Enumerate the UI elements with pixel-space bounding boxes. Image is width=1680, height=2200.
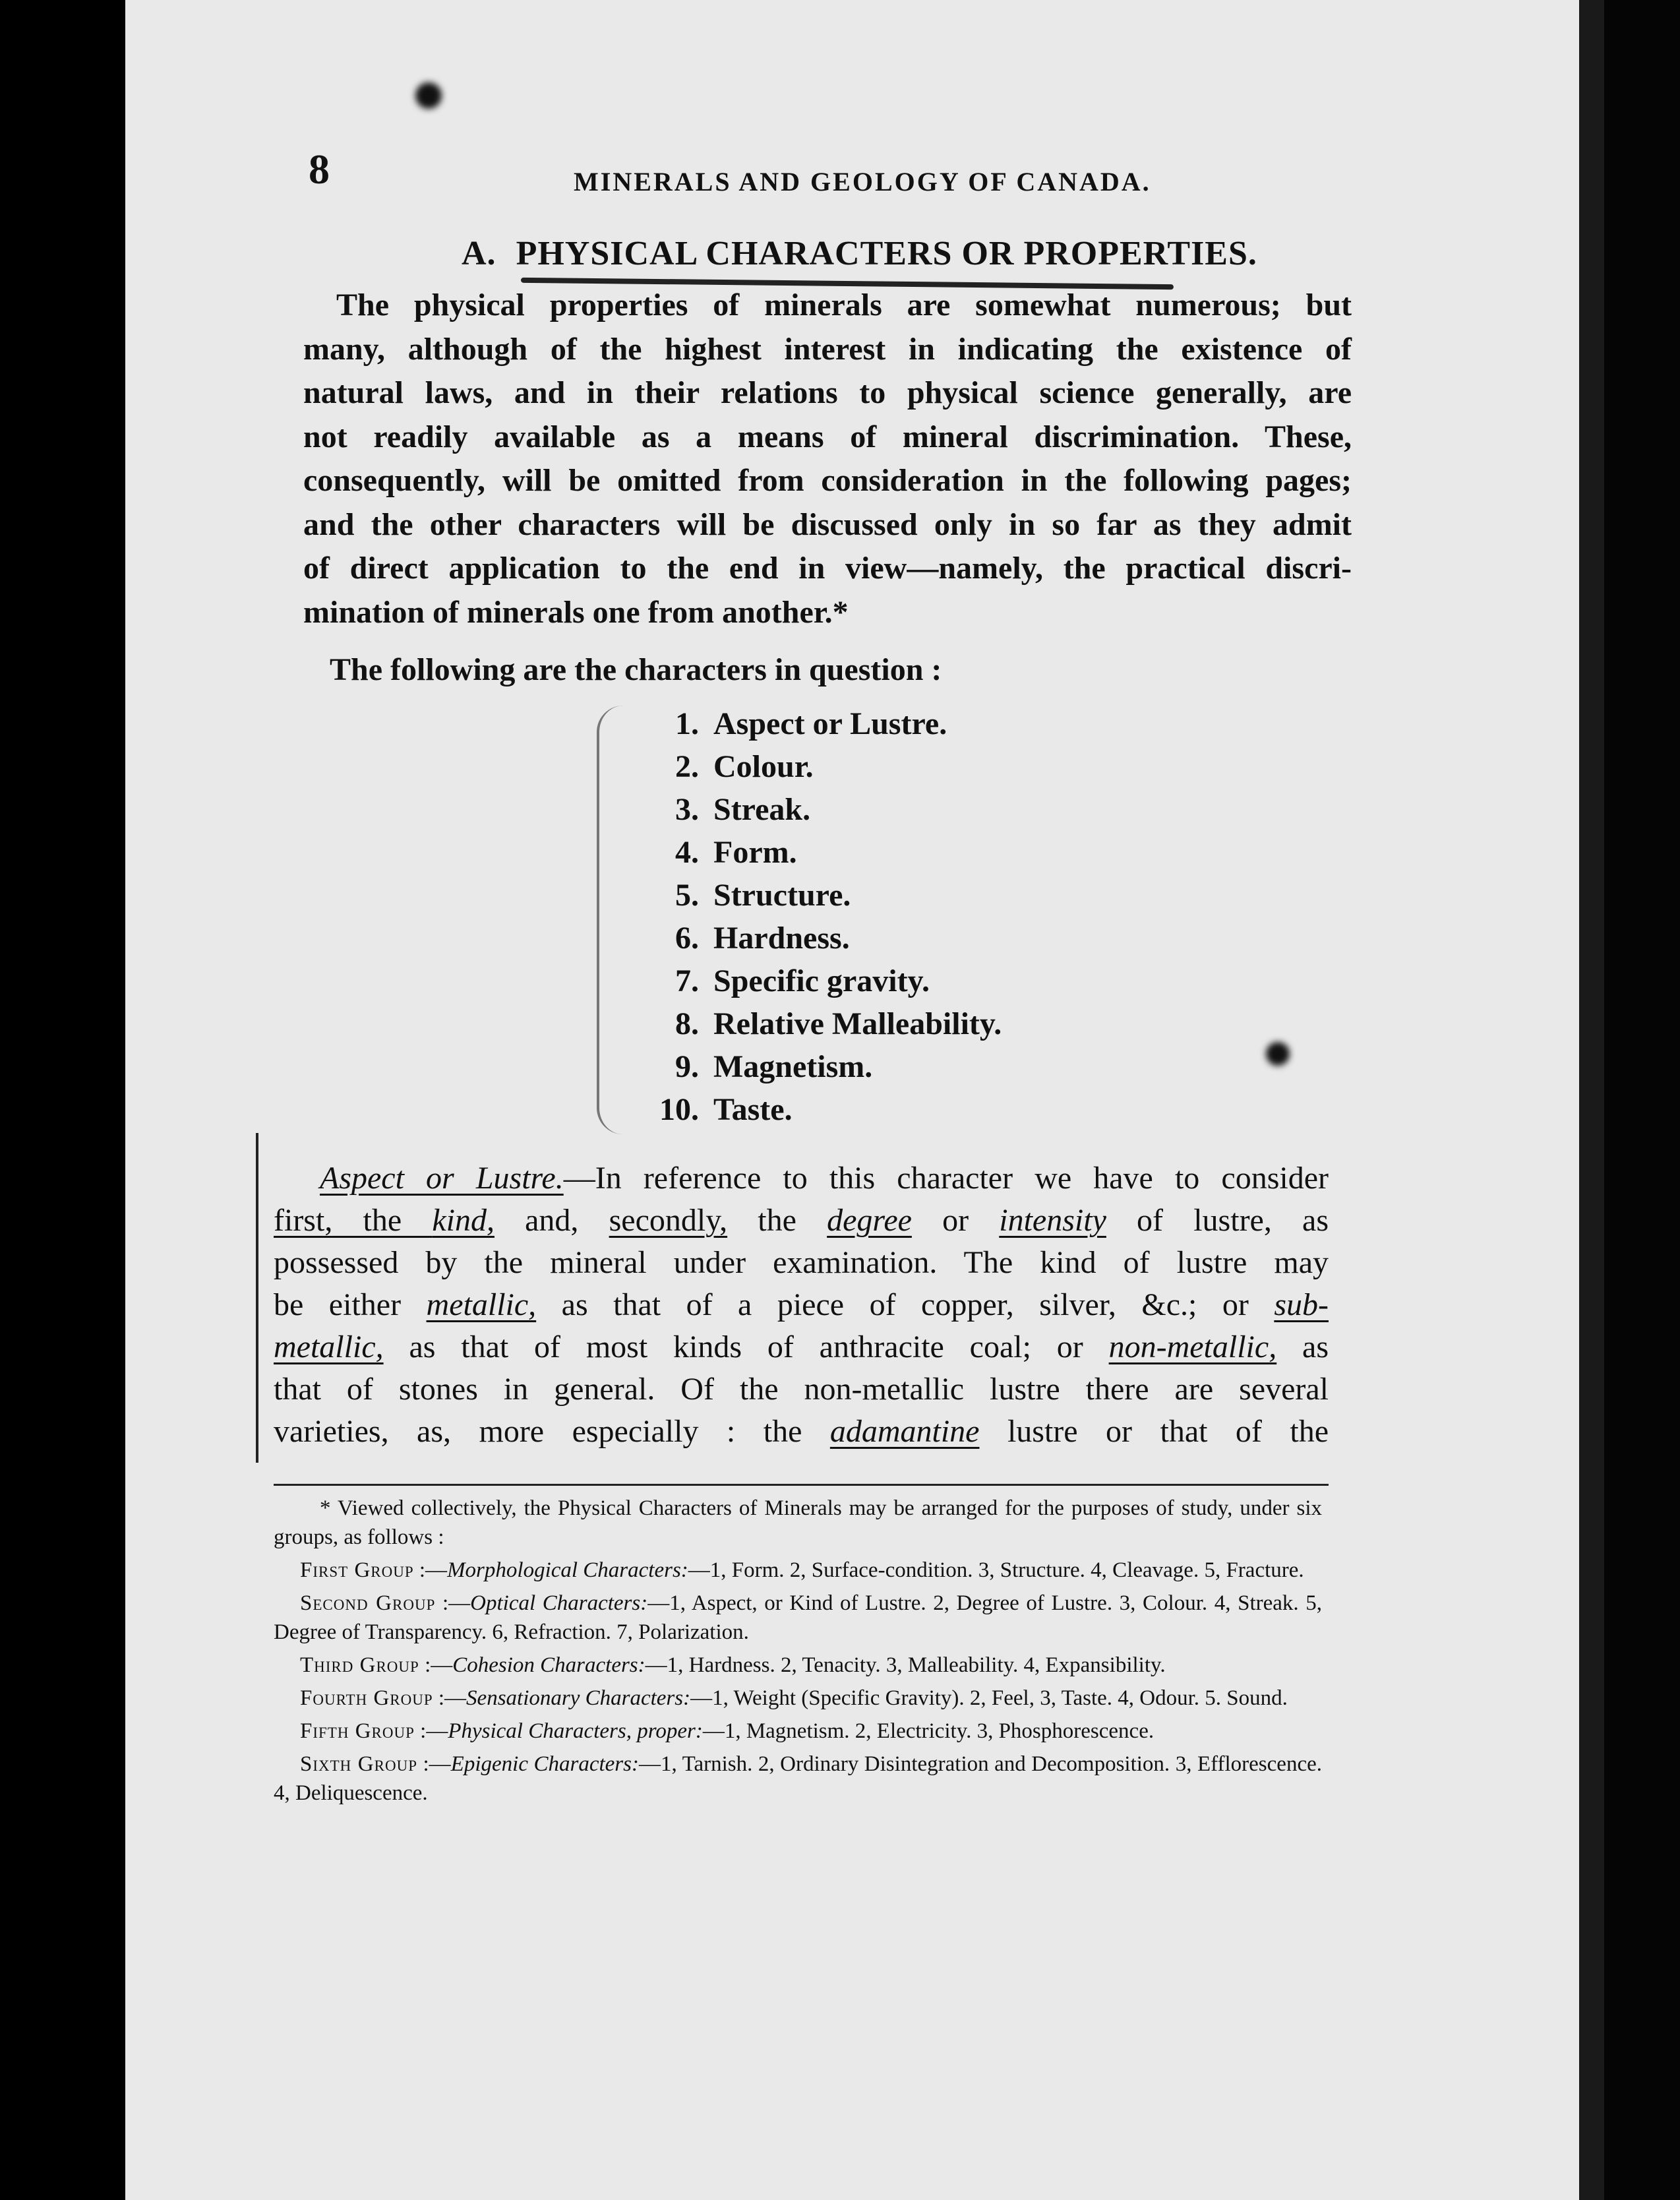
list-item-label: Colour. xyxy=(713,749,814,784)
term-kind: kind, xyxy=(432,1203,495,1238)
list-item-number: 8. xyxy=(675,1006,699,1041)
list-item xyxy=(633,745,1095,788)
ink-spot xyxy=(415,82,442,109)
group-kind: Sensationary Characters: xyxy=(466,1686,691,1710)
margin-line xyxy=(256,1133,258,1463)
group-name: Sixth Group xyxy=(300,1752,417,1776)
text-run: —In reference to this character we have to consider xyxy=(563,1161,1329,1196)
group-separator: :— xyxy=(417,1752,451,1776)
footnote-group xyxy=(274,1589,1322,1647)
list-item xyxy=(633,831,1095,874)
text-run: the xyxy=(727,1203,827,1238)
term-sub: sub- xyxy=(1274,1287,1329,1322)
text-line: not readily available as a means of mineral discrimination. These, xyxy=(303,419,1352,454)
list-item-number: 3. xyxy=(675,792,699,827)
intro-paragraph xyxy=(303,284,1352,634)
list-item-label: Hardness. xyxy=(713,921,850,956)
group-items: —1, Form. 2, Surface-condition. 3, Structure. 4, Cleavage. 5, Fracture. xyxy=(688,1558,1304,1582)
list-item xyxy=(633,702,1095,745)
group-name: Fifth Group xyxy=(300,1719,415,1743)
list-item-label: Relative Malleability. xyxy=(713,1006,1002,1041)
group-name: First Group xyxy=(300,1558,414,1582)
footnote-group xyxy=(274,1684,1322,1713)
text-line: that of stones in general. Of the non-metallic lustre there are several xyxy=(274,1372,1329,1407)
list-item-label: Magnetism. xyxy=(713,1049,873,1084)
footnote-group xyxy=(274,1750,1322,1808)
list-item xyxy=(633,960,1095,1002)
lustre-paragraph xyxy=(274,1157,1329,1453)
group-name: Second Group xyxy=(300,1591,436,1615)
text-line: and the other characters will be discussed only in so far as they admit xyxy=(303,506,1352,542)
list-item-label: Aspect or Lustre. xyxy=(713,706,947,741)
text-run: be either xyxy=(274,1287,427,1322)
group-items: —1, Aspect, or Kind of Lustre. 2, Degree of Lustre. 3, Colour. 4, Streak. 5, Degree of Transparency. 6, Refraction. 7, Polarization. xyxy=(274,1591,1322,1644)
list-item-number: 5. xyxy=(675,878,699,913)
footnote-group xyxy=(274,1651,1322,1680)
section-title: PHYSICAL CHARACTERS OR PROPERTIES. xyxy=(516,235,1257,272)
text-run: as that of a piece of copper, silver, &c.; or xyxy=(536,1287,1275,1322)
text-line xyxy=(274,1157,1329,1200)
list-item-label: Specific gravity. xyxy=(713,963,930,998)
text-run: of lustre, as xyxy=(1106,1203,1329,1238)
term-aspect: Aspect or Lustre. xyxy=(320,1161,564,1196)
list-item-label: Streak. xyxy=(713,792,811,827)
text-line xyxy=(274,1411,1329,1453)
list-item-number: 2. xyxy=(675,749,699,784)
text-line: many, although of the highest interest in indicating the existence of xyxy=(303,331,1352,367)
list-item-label: Structure. xyxy=(713,878,851,913)
term-adamantine: adamantine xyxy=(829,1414,980,1449)
term-nonmetallic: non-metallic, xyxy=(1108,1329,1277,1364)
term-secondly: secondly, xyxy=(609,1203,728,1238)
term-degree: degree xyxy=(827,1203,912,1238)
group-kind: Morphological Characters: xyxy=(447,1558,688,1582)
text-line xyxy=(274,1200,1329,1242)
group-name: Third Group xyxy=(300,1653,419,1677)
list-item-number: 4. xyxy=(675,835,699,870)
footnote-intro: * Viewed collectively, the Physical Characters of Minerals may be arranged for the purposes of study, under six groups, as follows : xyxy=(274,1496,1322,1549)
group-separator: :— xyxy=(435,1591,471,1615)
footnote-groups xyxy=(274,1556,1322,1808)
text-line: The physical properties of minerals are somewhat numerous; but xyxy=(336,288,1352,322)
list-item-number: 7. xyxy=(675,963,699,998)
footnote xyxy=(274,1494,1322,1812)
group-kind: Cohesion Characters: xyxy=(452,1653,645,1677)
list-item-label: Form. xyxy=(713,835,797,870)
group-items: —1, Hardness. 2, Tenacity. 3, Malleability. 4, Expansibility. xyxy=(645,1653,1166,1677)
group-separator: :— xyxy=(414,1719,448,1743)
term-submetallic: metallic, xyxy=(274,1329,384,1364)
text-line: possessed by the mineral under examination. The kind of lustre may xyxy=(274,1245,1329,1280)
footnote-group xyxy=(274,1556,1322,1585)
list-item xyxy=(633,788,1095,831)
group-items: —1, Weight (Specific Gravity). 2, Feel, 3, Taste. 4, Odour. 5. Sound. xyxy=(690,1686,1288,1710)
section-letter: A. xyxy=(462,235,496,272)
list-item-number: 1. xyxy=(675,706,699,741)
text-run: and, xyxy=(494,1203,609,1238)
group-kind: Optical Characters: xyxy=(470,1591,648,1615)
group-separator: :— xyxy=(433,1686,467,1710)
list-item-number: 6. xyxy=(675,921,699,956)
list-item xyxy=(633,1002,1095,1045)
term-intensity: intensity xyxy=(999,1203,1106,1238)
term-metallic: metallic, xyxy=(426,1287,537,1322)
ink-spot xyxy=(1266,1042,1290,1066)
term-first: first, the xyxy=(274,1203,433,1238)
list-item xyxy=(633,1045,1095,1088)
list-item-number: 10. xyxy=(659,1092,699,1127)
text-line: mination of minerals one from another.* xyxy=(303,594,849,630)
list-item-label: Taste. xyxy=(713,1092,793,1127)
running-title: MINERALS AND GEOLOGY OF CANADA. xyxy=(574,167,1151,197)
list-item-number: 9. xyxy=(675,1049,699,1084)
text-run: varieties, as, more especially : the xyxy=(274,1414,830,1449)
footnote-group xyxy=(274,1717,1322,1746)
list-item xyxy=(633,917,1095,960)
text-run: as xyxy=(1276,1329,1329,1364)
text-line: consequently, will be omitted from consideration in the following pages; xyxy=(303,463,1352,498)
book-gutter xyxy=(1579,0,1604,2200)
page-number: 8 xyxy=(309,146,330,193)
text-run: as that of most kinds of anthracite coal; or xyxy=(383,1329,1109,1364)
section-heading xyxy=(462,234,1257,273)
handwritten-bracket xyxy=(597,706,626,1134)
running-header xyxy=(0,145,1680,198)
characters-list xyxy=(633,702,1095,1131)
text-line: natural laws, and in their relations to physical science generally, are xyxy=(303,375,1352,410)
list-intro: The following are the characters in question : xyxy=(330,652,942,687)
group-kind: Epigenic Characters: xyxy=(450,1752,639,1776)
group-items: —1, Tarnish. 2, Ordinary Disintegration and Decomposition. 3, Efflorescence. 4, Deliquescence. xyxy=(274,1752,1322,1805)
text-run: or xyxy=(911,1203,1000,1238)
text-line xyxy=(274,1326,1329,1368)
text-line: of direct application to the end in view—namely, the practical discri- xyxy=(303,551,1352,586)
footnote-rule xyxy=(274,1484,1329,1486)
group-separator: :— xyxy=(413,1558,448,1582)
group-items: —1, Magnetism. 2, Electricity. 3, Phosphorescence. xyxy=(702,1719,1155,1743)
list-item xyxy=(633,1088,1095,1131)
text-line xyxy=(274,1284,1329,1326)
text-run: lustre or that of the xyxy=(979,1414,1329,1449)
group-separator: :— xyxy=(419,1653,453,1677)
group-kind: Physical Characters, proper: xyxy=(448,1719,703,1743)
scan-border xyxy=(1604,0,1680,2200)
group-name: Fourth Group xyxy=(300,1686,433,1710)
list-item xyxy=(633,874,1095,917)
